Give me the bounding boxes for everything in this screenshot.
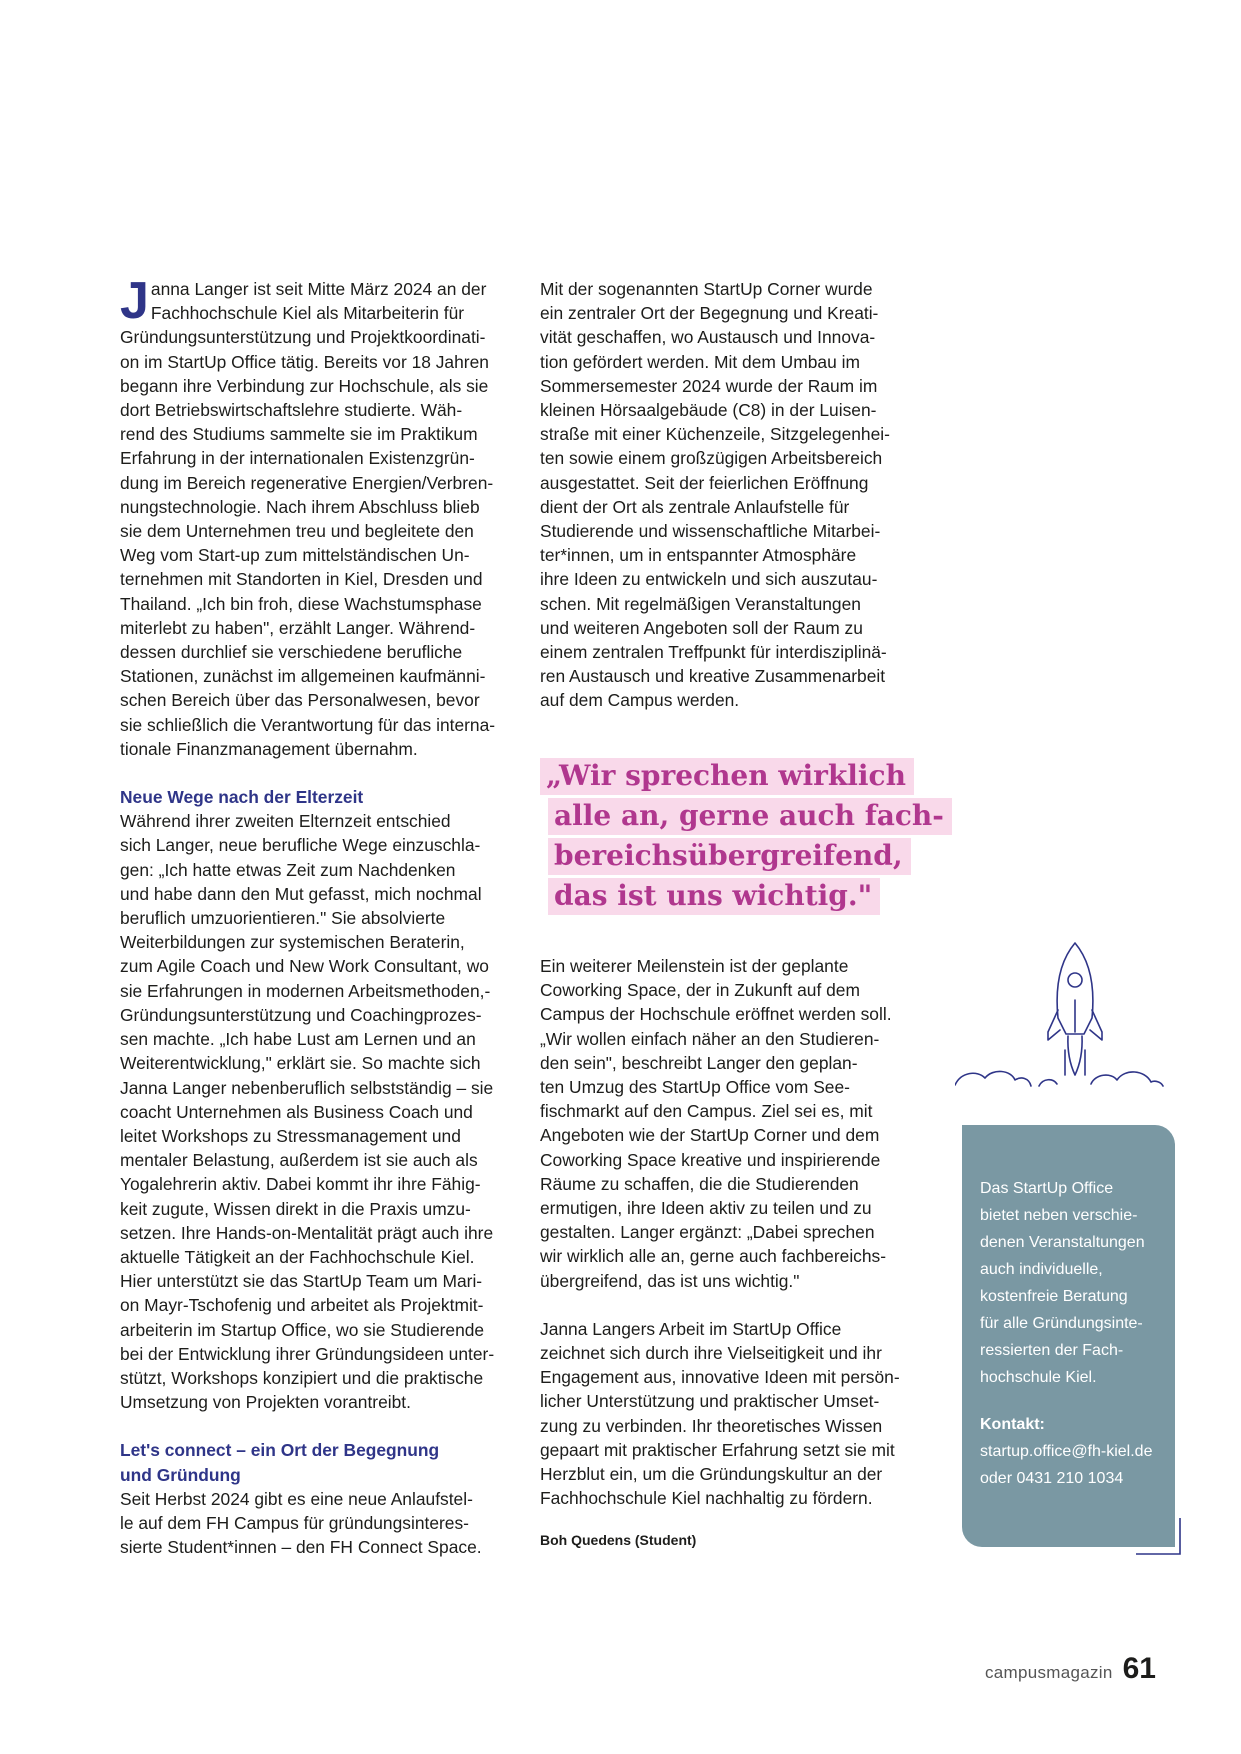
intro-paragraph: anna Langer ist seit Mitte März 2024 an der Fachhochschule Kiel als Mitarbeiterin für Gründungsunterstützung und Projektkoordinati- on im StartUp Office tätig. Bereits vor 18 Jahren begann ihre Verbindung zur Hochschule, als sie dort Betriebswirtschaftslehre studierte. Wäh- rend des Studiums sammelte sie im Praktikum Erfahrung in der internationalen Existenzgrün- dung im Bereich regenerative Energien/Verbren- nungstechnologie. Nach ihrem Abschluss blieb sie dem Unternehmen treu und begleitete den Weg vom Start-up zum mittelständischen Un- ternehmen mit Standorten in Kiel, Dresden und Thailand. „Ich bin froh, diese Wachstumsphase miterlebt zu haben", erzählt Langer. Während- dessen durchlief sie verschiedene berufliche Stationen, zunächst im allgemeinen kaufmänni- schen Bereich über das Personalwesen, bevor sie schließlich die Verantwortung für das interna- tionale Finanzmanagement übernahm. bbox=[120, 279, 496, 759]
quote-line: alle an, gerne auch fach- bbox=[548, 798, 952, 835]
quote-line: „Wir sprechen wirklich bbox=[540, 758, 914, 795]
paragraph-coworking: Ein weiterer Meilenstein ist der geplante Coworking Space, der in Zukunft auf dem Campus der Hochschule eröffnet werden soll. „Wir wollen einfach näher an den Studieren- den sein", beschreibt Langer den geplan- ten Umzug des StartUp Office vom See- fischmarkt auf den Campus. Ziel sei es, mit Angeboten wie der StartUp Corner und dem Coworking Space kreative und inspirierende Räume zu schaffen, die die Studierenden ermutigen, ihre Ideen aktiv zu teilen und zu gestalten. Langer ergänzt: „Dabei sprechen wir wirklich alle an, gerne auch fachbereichs- übergreifend, das ist uns wichtig." bbox=[540, 956, 892, 1291]
author-credit: Boh Quedens (Student) bbox=[540, 1532, 697, 1548]
quote-line: das ist uns wichtig." bbox=[548, 878, 880, 915]
quote-line: bereichsübergreifend, bbox=[548, 838, 911, 875]
paragraph-startup-corner: Mit der sogenannten StartUp Corner wurde ein zentraler Ort der Begegnung und Kreati- vität geschaffen, wo Austausch und Innova- tion gefördert werden. Mit dem Umbau im Sommersemester 2024 wurde der Raum im kleinen Hörsaalgebäude (C8) in der Luisen- straße mit einer Küchenzeile, Sitzgelegenhei- ten sowie einem großzügigen Arbeitsbereich ausgestattet. Seit der feierlichen Eröffnung dient der Ort als zentrale Anlaufstelle für Studierende und wissenschaftliche Mitarbei- ter*innen, um in entspannter Atmosphäre ihre Ideen zu entwickeln und sich auszutau- schen. Mit regelmäßigen Veranstaltungen und weiteren Angeboten soll der Raum zu einem zentralen Treffpunkt für interdisziplinä- ren Austausch und kreative Zusammenarbeit auf dem Campus werden. bbox=[540, 279, 890, 711]
pull-quote bbox=[540, 758, 960, 918]
magazine-name: campusmagazin bbox=[984, 1663, 1113, 1682]
info-box bbox=[962, 1125, 1175, 1547]
column-right-lower bbox=[540, 954, 940, 1510]
drop-cap: J bbox=[120, 272, 149, 330]
paragraph-summary: Janna Langers Arbeit im StartUp Office zeichnet sich durch ihre Vielseitigkeit und ihr Engagement aus, innovative Ideen mit persön- licher Unterstützung und praktischer Umset- zung zu verbinden. Ihr theoretisches Wissen gepaart mit praktischer Erfahrung setzt sie mit Herzblut ein, um die Gründungskultur an der Fachhochschule Kiel nachhaltig zu fördern. bbox=[540, 1318, 900, 1509]
info-text: Das StartUp Office bietet neben verschie- denen Veranstaltungen auch individuelle, kostenfreie Beratung für alle Gründungsinte- ressierten der Fach- hochschule Kiel. bbox=[980, 1180, 1145, 1386]
page-number: 61 bbox=[1122, 1652, 1156, 1685]
contact-details: startup.office@fh-kiel.de oder 0431 210 1034 bbox=[980, 1443, 1153, 1487]
corner-bracket-icon bbox=[1136, 1518, 1186, 1558]
column-left bbox=[120, 272, 520, 1559]
heading-elternzeit: Neue Wege nach der Elterzeit bbox=[120, 787, 364, 808]
contact-label: Kontakt: bbox=[980, 1416, 1045, 1433]
rocket-icon bbox=[955, 940, 1165, 1125]
page-footer bbox=[985, 1652, 1156, 1686]
paragraph-elternzeit: Während ihrer zweiten Elternzeit entschied sich Langer, neue berufliche Wege einzuschla- gen: „Ich hatte etwas Zeit zum Nachdenken und habe dann den Mut gefasst, mich nochmal beruflich umzuorientieren." Sie absolvierte Weiterbildungen zur systemischen Beraterin, zum Agile Coach und New Work Consultant, wo sie Erfahrungen in modernen Arbeitsmethoden,- Gründungsunterstützung und Coachingprozes- sen machte. „Ich habe Lust am Lernen und an Weiterentwicklung," erklärt sie. So machte sich Janna Langer nebenberuflich selbstständig – sie coacht Unternehmen als Business Coach und leitet Workshops zu Stressmanagement und mentaler Belastung, außerdem ist sie auch als Yogalehrerin aktiv. Dabei kommt ihr ihre Fähig- keit zugute, Wissen direkt in die Praxis umzu- setzen. Ihre Hands-on-Mentalität prägt auch ihre aktuelle Tätigkeit an der Fachhochschule Kiel. Hier unterstützt sie das StartUp Team um Mari- on Mayr-Tschofenig und arbeitet als Projektmit- arbeiterin im Startup Office, wo sie Studierende bei der Entwicklung ihrer Gründungsideen unter- stützt, Workshops konzipiert und die praktische Umsetzung von Projekten vorantreibt. bbox=[120, 811, 495, 1413]
paragraph-connect-space: Seit Herbst 2024 gibt es eine neue Anlaufstel- le auf dem FH Campus für gründungsinteres- sierte Student*innen – den FH Connect Space. bbox=[120, 1488, 482, 1558]
heading-lets-connect: Let's connect – ein Ort der Begegnung und Gründung bbox=[120, 1440, 440, 1485]
column-right bbox=[540, 277, 940, 713]
